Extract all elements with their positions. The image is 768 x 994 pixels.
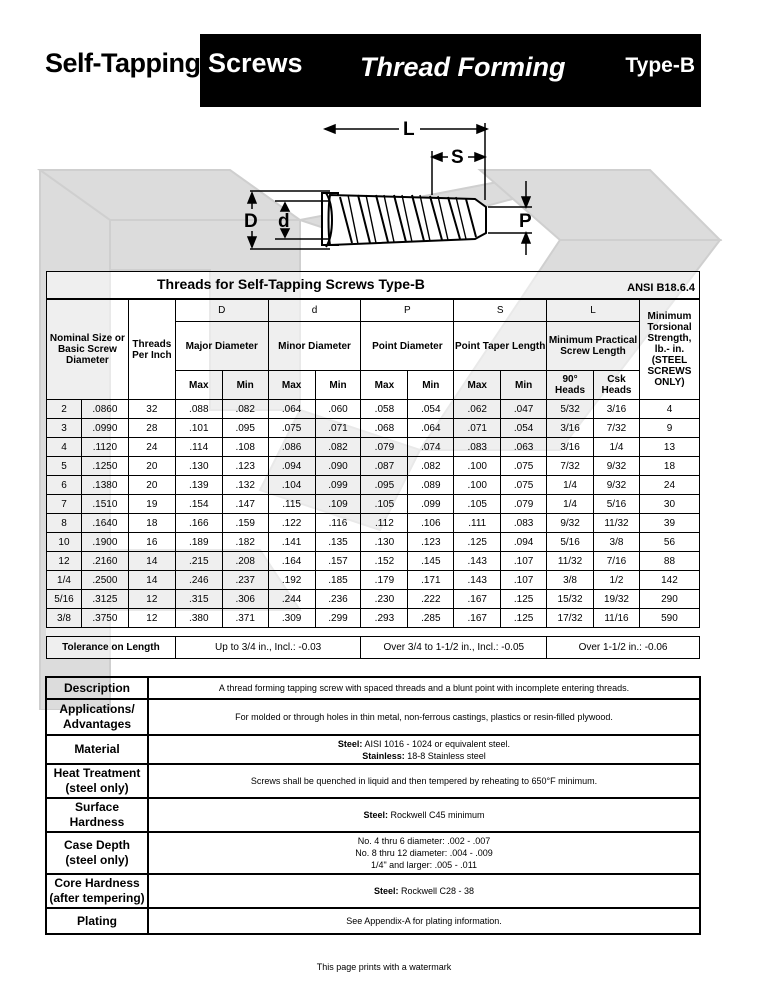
table-cell: 7/32: [594, 419, 640, 438]
table-cell: .130: [175, 457, 222, 476]
table-cell: 5/16: [594, 495, 640, 514]
table-cell: .114: [175, 438, 222, 457]
table-cell: .293: [361, 609, 408, 628]
header-point-taper-length: Point Taper Length: [454, 322, 547, 371]
table-cell: .082: [222, 400, 268, 419]
header-threads-per-inch: Threads Per Inch: [128, 299, 175, 400]
tolerance-over-1-1-2: Over 1-1/2 in.: -0.06: [547, 637, 700, 659]
header-L: L: [547, 299, 640, 322]
header-min: Min: [501, 371, 547, 400]
table-cell: .086: [268, 438, 315, 457]
table-cell: .047: [501, 400, 547, 419]
header-major-diameter: Major Diameter: [175, 322, 268, 371]
table-cell: .116: [315, 514, 361, 533]
table-cell: .106: [408, 514, 454, 533]
header-point-diameter: Point Diameter: [361, 322, 454, 371]
table-cell: .083: [501, 514, 547, 533]
label-D: D: [244, 211, 258, 232]
table-cell: .111: [454, 514, 501, 533]
table-cell: 11/16: [594, 609, 640, 628]
table-cell: 4: [47, 438, 82, 457]
tolerance-3-4-to-1-1-2: Over 3/4 to 1-1/2 in., Incl.: -0.05: [361, 637, 547, 659]
table-cell: .139: [175, 476, 222, 495]
table-cell: 4: [639, 400, 699, 419]
applications-label: Applications/ Advantages: [46, 699, 148, 735]
tolerance-row: [47, 637, 700, 659]
core-hardness-text: Rockwell C28 - 38: [401, 886, 475, 896]
table-cell: .094: [501, 533, 547, 552]
table-cell: 9/32: [547, 514, 594, 533]
header-torsional-strength: Minimum Torsional Strength, lb.- in. (STEEL SCREWS ONLY): [639, 299, 699, 400]
table-cell: .306: [222, 590, 268, 609]
surface-steel-label: Steel:: [363, 810, 388, 820]
table-cell: .1250: [81, 457, 128, 476]
table-cell: .125: [454, 533, 501, 552]
table-cell: 8: [47, 514, 82, 533]
table-cell: .141: [268, 533, 315, 552]
table-row: [47, 609, 700, 628]
table-cell: .099: [315, 476, 361, 495]
table-cell: .089: [408, 476, 454, 495]
watermark-notice: This page prints with a watermark: [316, 962, 452, 972]
table-cell: .054: [501, 419, 547, 438]
table-cell: 6: [47, 476, 82, 495]
table-cell: .125: [501, 609, 547, 628]
title-type: Type-B: [625, 54, 695, 77]
table-cell: .315: [175, 590, 222, 609]
header-P: P: [361, 299, 454, 322]
table-cell: .079: [501, 495, 547, 514]
table-cell: .125: [501, 590, 547, 609]
table-row: [47, 495, 700, 514]
table-cell: 1/4: [547, 495, 594, 514]
table-cell: .299: [315, 609, 361, 628]
material-stainless: 18-8 Stainless steel: [407, 750, 486, 761]
table-cell: .230: [361, 590, 408, 609]
table-cell: .071: [454, 419, 501, 438]
table-cell: 1/4: [547, 476, 594, 495]
table-cell: 9/32: [594, 476, 640, 495]
table-cell: .154: [175, 495, 222, 514]
table-cell: .068: [361, 419, 408, 438]
table-cell: .082: [315, 438, 361, 457]
table-cell: 2: [47, 400, 82, 419]
case-depth-value: [148, 832, 700, 874]
table-cell: 88: [639, 552, 699, 571]
table-cell: .054: [408, 400, 454, 419]
description-value: A thread forming tapping screw with spaced threads and a blunt point with incomplete entering threads.: [148, 677, 700, 699]
heat-treatment-label: Heat Treatment (steel only): [46, 764, 148, 798]
core-hardness-value: [148, 874, 700, 908]
table-cell: .064: [408, 419, 454, 438]
table-cell: .157: [315, 552, 361, 571]
table-cell: .105: [454, 495, 501, 514]
table-cell: 13: [639, 438, 699, 457]
table-cell: .088: [175, 400, 222, 419]
table-cell: .107: [501, 552, 547, 571]
table-cell: .099: [408, 495, 454, 514]
table-cell: 3/16: [547, 438, 594, 457]
case-depth-line: No. 8 thru 12 diameter: .004 - .009: [355, 848, 493, 858]
table-row: [47, 457, 700, 476]
table-cell: .105: [361, 495, 408, 514]
table-cell: .222: [408, 590, 454, 609]
label-S: S: [451, 147, 464, 168]
table-cell: 1/4: [47, 571, 82, 590]
table-cell: .064: [268, 400, 315, 419]
table-cell: 1/2: [594, 571, 640, 590]
header-practical-length: Minimum Practical Screw Length: [547, 322, 640, 371]
case-depth-line: 1/4" and larger: .005 - .011: [370, 860, 478, 870]
threads-table-title: Threads for Self-Tapping Screws Type-B: [157, 276, 425, 292]
table-cell: 590: [639, 609, 699, 628]
table-cell: .192: [268, 571, 315, 590]
table-cell: .1640: [81, 514, 128, 533]
table-cell: .108: [222, 438, 268, 457]
table-cell: 3: [47, 419, 82, 438]
table-cell: 3/8: [594, 533, 640, 552]
table-row: [47, 438, 700, 457]
table-cell: 5/16: [547, 533, 594, 552]
table-cell: .244: [268, 590, 315, 609]
table-cell: 5: [47, 457, 82, 476]
heat-treatment-value: Screws shall be quenched in liquid and then tempered by reheating to 650°F minimum.: [148, 764, 700, 798]
table-row: [47, 533, 700, 552]
table-row: [47, 571, 700, 590]
table-cell: .2160: [81, 552, 128, 571]
table-cell: .109: [315, 495, 361, 514]
table-cell: .246: [175, 571, 222, 590]
table-cell: .189: [175, 533, 222, 552]
table-cell: 3/16: [547, 419, 594, 438]
table-cell: 14: [128, 571, 175, 590]
table-cell: 24: [128, 438, 175, 457]
header-max: Max: [361, 371, 408, 400]
table-cell: 56: [639, 533, 699, 552]
table-cell: .104: [268, 476, 315, 495]
table-cell: 19/32: [594, 590, 640, 609]
table-cell: .164: [268, 552, 315, 571]
table-cell: .380: [175, 609, 222, 628]
table-cell: .075: [268, 419, 315, 438]
label-L: L: [403, 119, 415, 140]
table-row: [47, 400, 700, 419]
header-min: Min: [222, 371, 268, 400]
table-cell: 30: [639, 495, 699, 514]
table-cell: .095: [222, 419, 268, 438]
table-cell: .135: [315, 533, 361, 552]
threads-table-body: [47, 400, 700, 628]
table-cell: .062: [454, 400, 501, 419]
table-cell: .090: [315, 457, 361, 476]
table-row: [47, 552, 700, 571]
core-steel-label: Steel:: [373, 886, 399, 896]
table-cell: .071: [315, 419, 361, 438]
table-cell: .167: [454, 590, 501, 609]
title-bar: [200, 34, 701, 107]
properties-table: [45, 676, 701, 935]
tolerance-up-to-3-4: Up to 3/4 in., Incl.: -0.03: [175, 637, 361, 659]
table-cell: 14: [128, 552, 175, 571]
table-cell: 3/8: [47, 609, 82, 628]
spacer-row: [47, 628, 700, 637]
plating-label: Plating: [46, 908, 148, 934]
description-label: Description: [46, 677, 148, 699]
table-cell: .122: [268, 514, 315, 533]
table-cell: 3/16: [594, 400, 640, 419]
case-depth-label: Case Depth (steel only): [46, 832, 148, 874]
table-cell: .058: [361, 400, 408, 419]
table-cell: .237: [222, 571, 268, 590]
table-cell: .371: [222, 609, 268, 628]
table-cell: .185: [315, 571, 361, 590]
table-cell: 20: [128, 476, 175, 495]
table-cell: .132: [222, 476, 268, 495]
header-max: Max: [454, 371, 501, 400]
table-row: [47, 419, 700, 438]
screw-diagram: [230, 115, 560, 265]
header-d: d: [268, 299, 361, 322]
table-cell: .1380: [81, 476, 128, 495]
table-cell: .167: [454, 609, 501, 628]
table-cell: 12: [128, 590, 175, 609]
table-cell: .145: [408, 552, 454, 571]
table-cell: 142: [639, 571, 699, 590]
table-cell: .123: [222, 457, 268, 476]
table-cell: .123: [408, 533, 454, 552]
table-cell: .1900: [81, 533, 128, 552]
surface-hardness-text: Rockwell C45 minimum: [390, 810, 485, 820]
table-cell: 15/32: [547, 590, 594, 609]
table-cell: .2500: [81, 571, 128, 590]
ansi-standard: ANSI B18.6.4: [627, 282, 695, 294]
material-value: [148, 735, 700, 764]
table-row: [47, 514, 700, 533]
table-cell: 3/8: [547, 571, 594, 590]
header-min: Min: [408, 371, 454, 400]
title-thread-forming: Thread Forming: [360, 52, 566, 82]
table-cell: .3750: [81, 609, 128, 628]
applications-value: For molded or through holes in thin metal, non-ferrous castings, plastics or resin-filled plywood.: [148, 699, 700, 735]
table-cell: .147: [222, 495, 268, 514]
header-D: D: [175, 299, 268, 322]
table-cell: 7/16: [594, 552, 640, 571]
table-cell: .115: [268, 495, 315, 514]
table-cell: 5/16: [47, 590, 82, 609]
table-cell: 19: [128, 495, 175, 514]
table-cell: .060: [315, 400, 361, 419]
header-minor-diameter: Minor Diameter: [268, 322, 361, 371]
header-max: Max: [175, 371, 222, 400]
table-cell: .3125: [81, 590, 128, 609]
table-cell: 5/32: [547, 400, 594, 419]
table-cell: .083: [454, 438, 501, 457]
table-cell: 39: [639, 514, 699, 533]
table-cell: 290: [639, 590, 699, 609]
header-csk-heads: Csk Heads: [594, 371, 640, 400]
table-cell: .130: [361, 533, 408, 552]
threads-table-title-row: [47, 272, 700, 300]
screw-shape: [322, 193, 486, 247]
title-screws: Screws: [208, 48, 303, 78]
table-cell: 11/32: [547, 552, 594, 571]
table-cell: 12: [47, 552, 82, 571]
table-cell: .152: [361, 552, 408, 571]
header-S: S: [454, 299, 547, 322]
table-cell: 20: [128, 457, 175, 476]
material-steel-label: Steel:: [337, 738, 363, 749]
table-cell: .100: [454, 476, 501, 495]
table-cell: 18: [639, 457, 699, 476]
table-cell: 18: [128, 514, 175, 533]
table-cell: 7/32: [547, 457, 594, 476]
table-cell: .079: [361, 438, 408, 457]
surface-hardness-label: Surface Hardness: [46, 798, 148, 832]
table-cell: .082: [408, 457, 454, 476]
header-max: Max: [268, 371, 315, 400]
table-cell: .0990: [81, 419, 128, 438]
table-cell: .063: [501, 438, 547, 457]
material-label: Material: [46, 735, 148, 764]
table-cell: .112: [361, 514, 408, 533]
table-row: [47, 590, 700, 609]
table-cell: 9/32: [594, 457, 640, 476]
table-cell: 12: [128, 609, 175, 628]
table-cell: .094: [268, 457, 315, 476]
header-90-heads: 90° Heads: [547, 371, 594, 400]
table-cell: .100: [454, 457, 501, 476]
table-cell: .215: [175, 552, 222, 571]
table-cell: .285: [408, 609, 454, 628]
table-cell: .171: [408, 571, 454, 590]
table-cell: .1120: [81, 438, 128, 457]
table-cell: .075: [501, 457, 547, 476]
label-P: P: [519, 211, 532, 232]
table-cell: 24: [639, 476, 699, 495]
material-stainless-label: Stainless:: [362, 750, 405, 761]
table-cell: 28: [128, 419, 175, 438]
table-cell: .074: [408, 438, 454, 457]
header-min: Min: [315, 371, 361, 400]
table-cell: 11/32: [594, 514, 640, 533]
table-cell: 1/4: [594, 438, 640, 457]
table-cell: .182: [222, 533, 268, 552]
table-cell: .0860: [81, 400, 128, 419]
table-cell: .087: [361, 457, 408, 476]
tolerance-label: Tolerance on Length: [47, 637, 176, 659]
table-cell: .101: [175, 419, 222, 438]
table-cell: 32: [128, 400, 175, 419]
threads-table: [46, 271, 700, 659]
table-cell: 16: [128, 533, 175, 552]
table-cell: .166: [175, 514, 222, 533]
table-cell: .107: [501, 571, 547, 590]
material-steel: AISI 1016 - 1024 or equivalent steel.: [364, 738, 511, 749]
table-row: [47, 476, 700, 495]
table-cell: .159: [222, 514, 268, 533]
plating-value: See Appendix-A for plating information.: [148, 908, 700, 934]
surface-hardness-value: [148, 798, 700, 832]
table-cell: .143: [454, 571, 501, 590]
label-d: d: [278, 211, 290, 232]
table-cell: .179: [361, 571, 408, 590]
table-cell: .309: [268, 609, 315, 628]
table-cell: 9: [639, 419, 699, 438]
table-cell: .1510: [81, 495, 128, 514]
table-cell: .095: [361, 476, 408, 495]
header-nominal-size: Nominal Size or Basic Screw Diameter: [47, 299, 129, 400]
case-depth-line: No. 4 thru 6 diameter: .002 - .007: [357, 836, 491, 846]
table-cell: .208: [222, 552, 268, 571]
table-cell: .075: [501, 476, 547, 495]
page-title: Self-Tapping: [45, 48, 201, 78]
table-cell: 10: [47, 533, 82, 552]
table-cell: .236: [315, 590, 361, 609]
table-cell: .143: [454, 552, 501, 571]
table-cell: 17/32: [547, 609, 594, 628]
core-hardness-label: Core Hardness (after tempering): [46, 874, 148, 908]
table-cell: 7: [47, 495, 82, 514]
